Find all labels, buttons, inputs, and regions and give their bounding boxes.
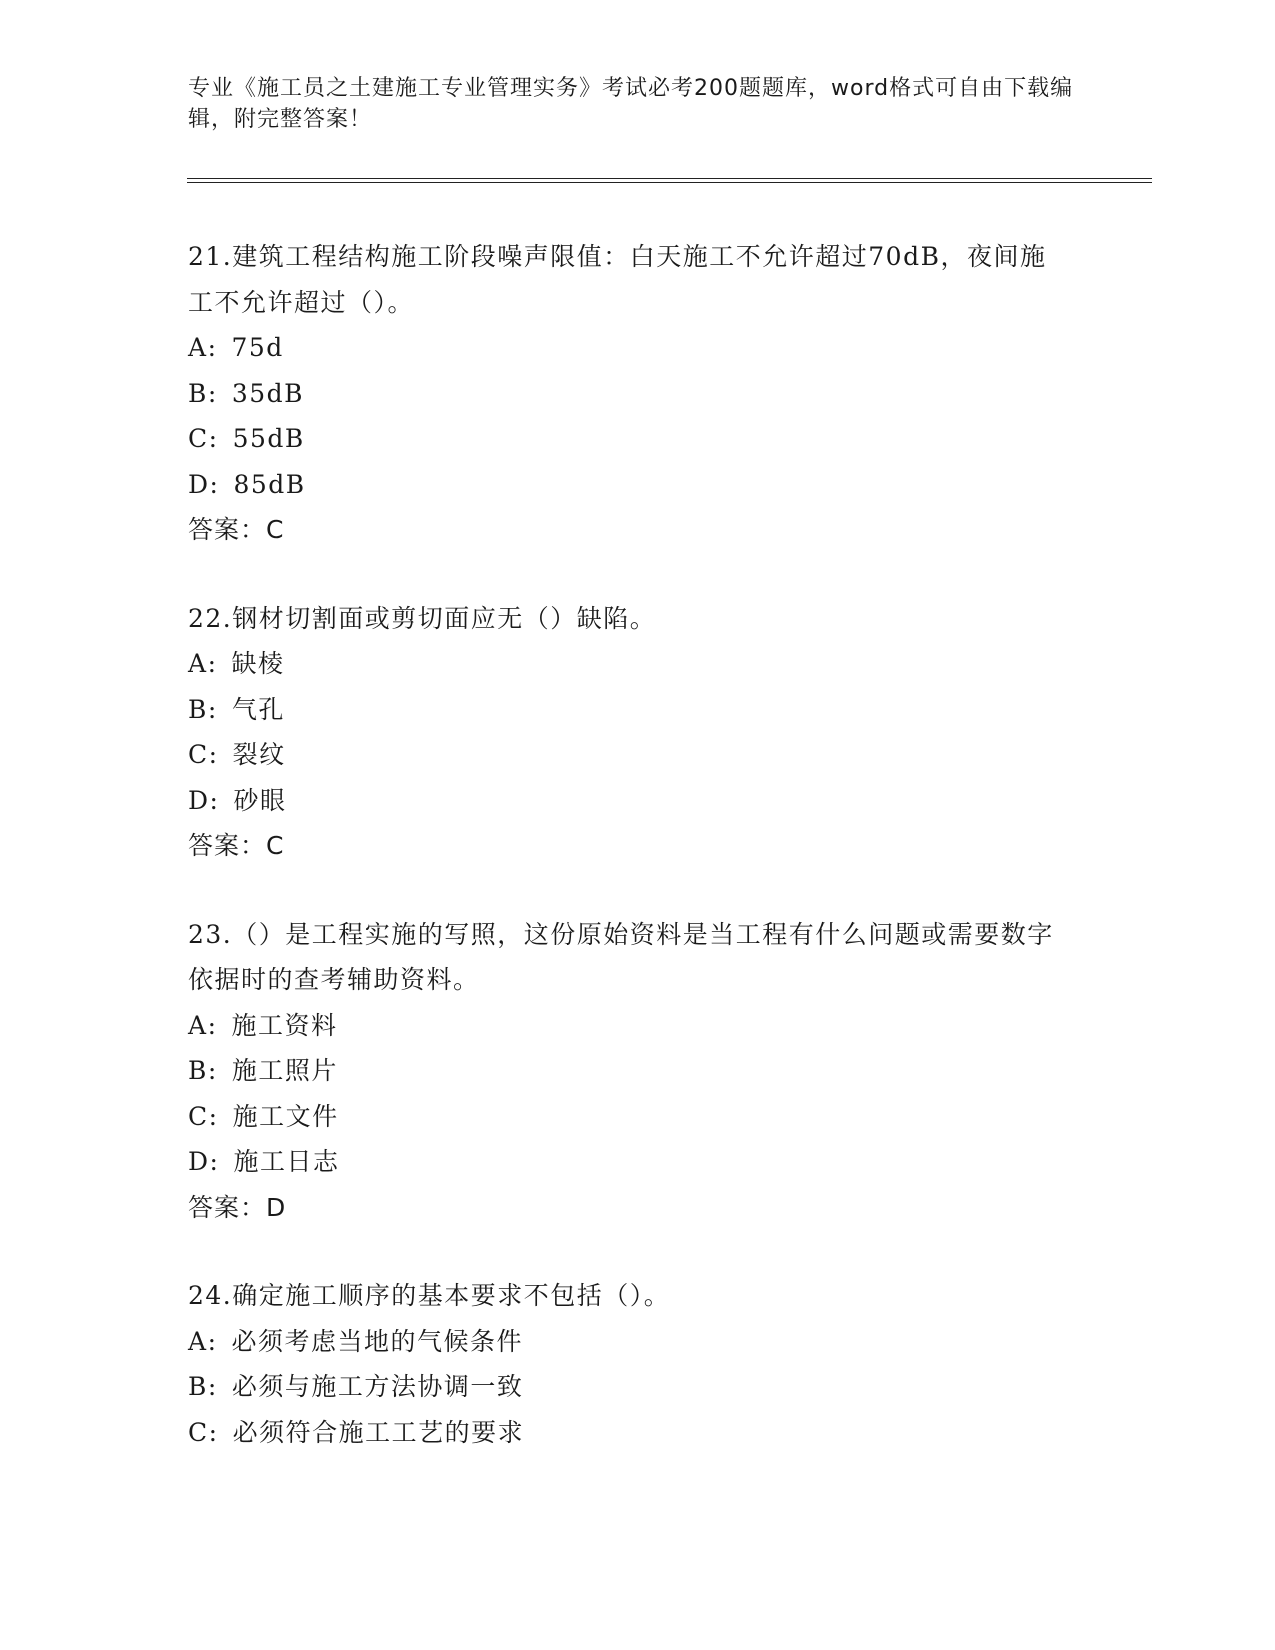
- option-c: C: 必须符合施工工艺的要求: [188, 1417, 525, 1447]
- header-divider: [187, 178, 1152, 183]
- question-text: 24.确定施工顺序的基本要求不包括（）。: [188, 1281, 671, 1310]
- option-b: B: 35dB: [188, 378, 304, 408]
- question-21: [188, 234, 1088, 553]
- option-d: D: 砂眼: [188, 785, 287, 815]
- answer: 答案：D: [188, 1192, 287, 1222]
- option-a: A: 必须考虑当地的气候条件: [188, 1326, 524, 1356]
- document-header: 专业《施工员之土建施工专业管理实务》考试必考200题题库，word格式可自由下载编辑，附完整答案！: [188, 76, 1074, 132]
- answer: 答案：C: [188, 831, 285, 860]
- option-a: A: 施工资料: [188, 1010, 338, 1040]
- option-b: B: 气孔: [188, 694, 285, 724]
- option-b: B: 必须与施工方法协调一致: [188, 1372, 524, 1401]
- option-d: D: 85dB: [188, 469, 306, 499]
- question-text: 22.钢材切割面或剪切面应无（）缺陷。: [188, 603, 657, 633]
- option-b: B: 施工照片: [188, 1056, 338, 1085]
- option-c: C: 施工文件: [188, 1101, 339, 1131]
- question-text: 21.建筑工程结构施工阶段噪声限值：白天施工不允许超过70dB，夜间施工不允许超过（）。: [188, 242, 1047, 317]
- option-c: C: 裂纹: [188, 740, 286, 769]
- question-24: [188, 1273, 1088, 1455]
- option-a: A: 75d: [188, 333, 284, 362]
- question-text: 23.（）是工程实施的写照，这份原始资料是当工程有什么问题或需要数字依据时的查考辅助资料。: [188, 919, 1054, 994]
- option-d: D: 施工日志: [188, 1147, 340, 1176]
- question-list: [188, 234, 1088, 1498]
- option-a: A: 缺棱: [188, 649, 285, 678]
- question-22: [188, 596, 1088, 869]
- option-c: C: 55dB: [188, 424, 305, 453]
- answer: 答案：C: [188, 515, 285, 544]
- question-23: [188, 912, 1088, 1231]
